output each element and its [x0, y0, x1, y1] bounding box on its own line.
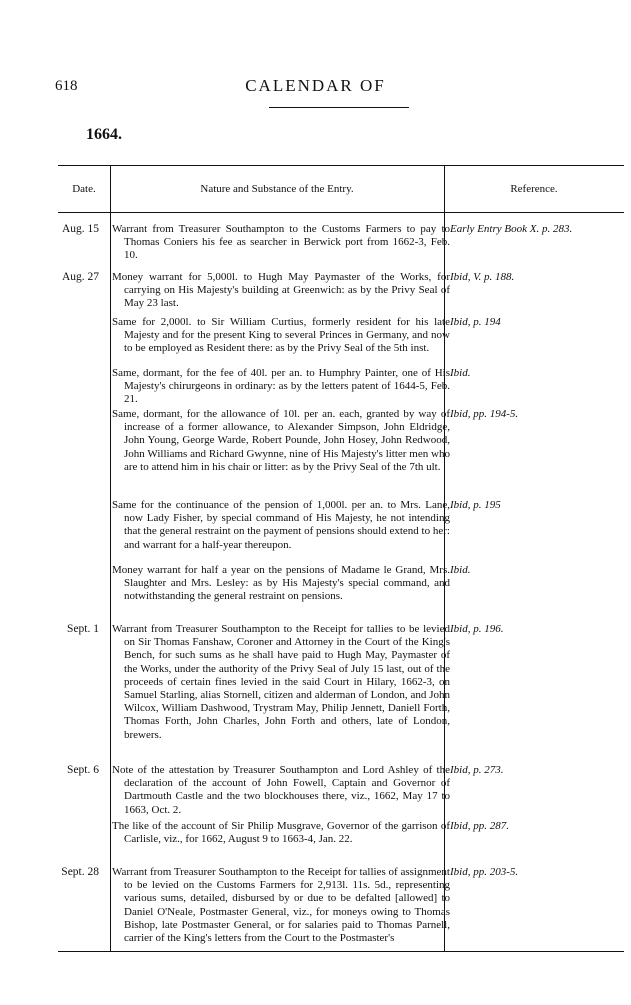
- entry-date: Sept. 28: [61, 866, 99, 878]
- entry-text: Same, dormant, for the fee of 40l. per an. to Humphry Painter, one of His Majesty's chirurgeons in ordinary: as by the letters patent of 1644-5, Feb. 21.: [112, 367, 450, 406]
- column-header-reference: Reference.: [510, 183, 558, 195]
- column-divider: [110, 166, 111, 951]
- entry-reference: Ibid, pp. 194-5.: [450, 408, 519, 420]
- page-number: 618: [55, 78, 78, 94]
- column-header-date: Date.: [72, 183, 96, 195]
- year-heading: 1664.: [86, 126, 122, 143]
- entry-reference: Ibid, V. p. 188.: [450, 271, 515, 283]
- entry-reference: Ibid, p. 196.: [450, 623, 504, 635]
- entry-text: Money warrant for half a year on the pensions of Madame le Grand, Mrs. Slaughter and Mrs. Lesley: as by His Majesty's special command, and notwithstanding the general restraint on pensions.: [112, 564, 450, 603]
- column-header-entry: Nature and Substance of the Entry.: [200, 183, 354, 195]
- header-rule: [58, 212, 624, 213]
- title-rule: [269, 107, 409, 108]
- entry-date: Aug. 27: [61, 271, 99, 283]
- entry-text: Same, dormant, for the allowance of 10l. per an. each, granted by way of increase of a former allowance, to Alexander Simpson, John Eldridge, John Young, George Warde, Robert Pounde, John Hosey, John Redwood, John Williams and Richard Gwynne, nine of His Majesty's litter men who are to attend him in his chair or litter: as by the Privy Seal of the 7th ult.: [112, 408, 450, 473]
- entry-reference: Ibid, p. 273.: [450, 764, 504, 776]
- entry-text: Same for the continuance of the pension of 1,000l. per an. to Mrs. Lane, now Lady Fisher, by special command of His Majesty, he not intending that the general restraint on the payment of pensions should extend to her: and warrant for a half-year thereupon.: [112, 499, 450, 551]
- entry-text: Note of the attestation by Treasurer Southampton and Lord Ashley of the declaration of the account of John Fowell, Captain and Governor of Dartmouth Castle and the two blockhouses there, viz., 1662, May 17 to 1663, Oct. 2.: [112, 764, 450, 816]
- entry-text: Warrant from Treasurer Southampton to the Receipt for tallies of assignment to be levied on the Customs Farmers for 2,913l. 11s. 5d., representing various sums, detailed, disbursed by or due to be defalted [allowed] to Daniel O'Neale, Postmaster General, viz., for moneys owing to Thomas Bishop, late Postmaster General, or for salaries paid to Thomas Parnell, carrier of the King's letters from the Court to the Postmaster's: [112, 866, 450, 945]
- entry-text: Warrant from Treasurer Southampton to the Customs Farmers to pay to Thomas Coniers his fee as searcher in Berwick port from 1662-3, Feb. 10.: [112, 223, 450, 262]
- entry-reference: Ibid, pp. 287.: [450, 820, 509, 832]
- entry-reference: Ibid, p. 195: [450, 499, 501, 511]
- entry-text: Money warrant for 5,000l. to Hugh May Paymaster of the Works, for carrying on His Majesty's building at Greenwich: as by the Privy Seal of May 23 last.: [112, 271, 450, 310]
- entry-reference: Early Entry Book X. p. 283.: [450, 223, 573, 235]
- entry-text: Warrant from Treasurer Southampton to the Receipt for tallies to be levied on Sir Thomas Fanshaw, Coroner and Attorney in the Court of the King's Bench, for such sums as he shall have paid to Hugh May, Paymaster of the Works, under the authority of the Privy Seal of July 15 last, out of the proceeds of certain fines levied in the said Court in Hilary, 1662-3, on Samuel Starling, alias Stornell, citizen and alderman of London, and John Wilcox, William Dashwood, Trystram May, Philip Jennett, Daniell Forth, Thomas Forth, John Charles, John Forth and others, late of London, brewers.: [112, 623, 450, 741]
- entry-reference: Ibid, p. 194: [450, 316, 501, 328]
- running-title: CALENDAR OF: [245, 76, 386, 95]
- calendar-table: [58, 165, 624, 952]
- entry-date: Aug. 15: [61, 223, 99, 235]
- entry-reference: Ibid.: [450, 367, 471, 379]
- entry-date: Sept. 6: [67, 764, 99, 776]
- entry-date: Sept. 1: [67, 623, 99, 635]
- entry-text: Same for 2,000l. to Sir William Curtius, formerly resident for his late Majesty and for the present King to several Princes in Germany, and now to be employed as Resident there: as by the Privy Seal of the 5th inst.: [112, 316, 450, 355]
- entry-text: The like of the account of Sir Philip Musgrave, Governor of the garrison of Carlisle, viz., for 1662, August 9 to 1663-4, Jan. 22.: [112, 820, 450, 846]
- entry-reference: Ibid.: [450, 564, 471, 576]
- entry-reference: Ibid, pp. 203-5.: [450, 866, 519, 878]
